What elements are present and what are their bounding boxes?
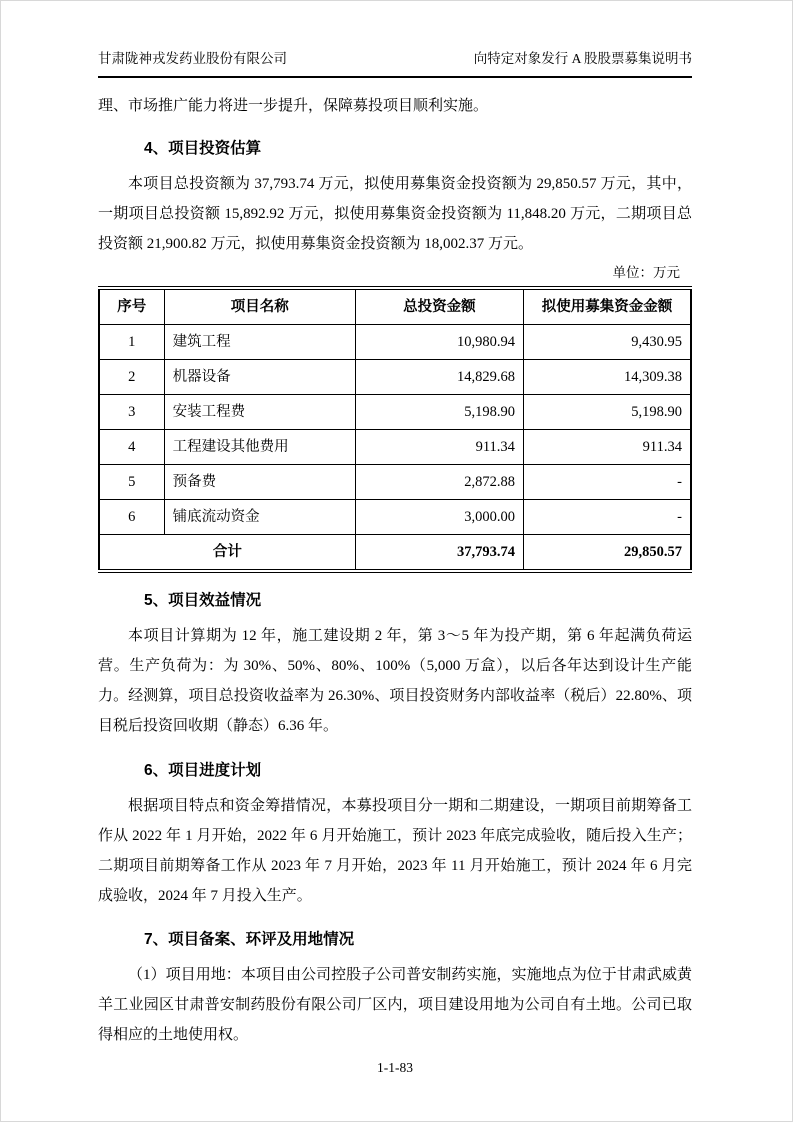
running-head [98,49,692,78]
row-name: 安装工程费 [164,395,355,430]
row-total: 3,000.00 [355,500,523,535]
table-row [99,430,691,465]
section-4-paragraph: 本项目总投资额为 37,793.74 万元，拟使用募集资金投资额为 29,850.57 万元，其中，一期项目总投资额 15,892.92 万元，拟使用募集资金投资额为 11,848.20 万元，二期项目总投资额 21,900.82 万元，拟使用募集资金投资额为 18,002.37 万元。 [98,176,692,252]
table-row [99,360,691,395]
investment-estimate-table [98,286,692,573]
page-number: 1-1-83 [377,1060,413,1075]
row-raised: 14,309.38 [523,360,691,395]
row-raised: - [523,500,691,535]
row-no: 3 [99,395,164,430]
row-raised: 911.34 [523,430,691,465]
section-5-heading: 5、项目效益情况 [144,592,262,609]
row-no: 5 [99,465,164,500]
row-raised: 9,430.95 [523,325,691,360]
col-header-raised: 拟使用募集资金金额 [523,288,691,325]
row-total: 5,198.90 [355,395,523,430]
header-doc-title: 向特定对象发行 A 股股票募集说明书 [473,51,692,66]
row-total: 2,872.88 [355,465,523,500]
table-header-row [99,288,691,325]
row-name: 铺底流动资金 [164,500,355,535]
row-no: 6 [99,500,164,535]
table-row [99,325,691,360]
col-header-no: 序号 [99,288,164,325]
total-raised: 29,850.57 [523,535,691,572]
header-company-name: 甘肃陇神戎发药业股份有限公司 [98,51,287,66]
continuation-paragraph: 理、市场推广能力将进一步提升，保障募投项目顺利实施。 [98,98,489,114]
row-total: 14,829.68 [355,360,523,395]
row-no: 2 [99,360,164,395]
table-row [99,395,691,430]
row-no: 1 [99,325,164,360]
section-7-heading: 7、项目备案、环评及用地情况 [144,931,355,948]
table-row [99,465,691,500]
table-row [99,500,691,535]
row-name: 工程建设其他费用 [164,430,355,465]
row-total: 911.34 [355,430,523,465]
total-label: 合计 [99,535,355,572]
row-total: 10,980.94 [355,325,523,360]
row-raised: - [523,465,691,500]
row-name: 预备费 [164,465,355,500]
section-6-heading: 6、项目进度计划 [144,762,262,779]
section-7-paragraph: （1）项目用地：本项目由公司控股子公司普安制药实施，实施地点为位于甘肃武威黄羊工业园区甘肃普安制药股份有限公司厂区内，项目建设用地为公司自有土地。公司已取得相应的土地使用权。 [98,967,692,1043]
section-6-paragraph: 根据项目特点和资金筹措情况，本募投项目分一期和二期建设，一期项目前期筹备工作从 2022 年 1 月开始，2022 年 6 月开始施工，预计 2023 年底完成验收，随后投入生产；二期项目前期筹备工作从 2023 年 7 月开始，2023 年 11 月开始施工，预计 2024 年 6 月完成验收，2024 年 7 月投入生产。 [98,798,692,904]
col-header-name: 项目名称 [164,288,355,325]
section-5-paragraph: 本项目计算期为 12 年，施工建设期 2 年，第 3～5 年为投产期，第 6 年起满负荷运营。生产负荷为：为 30%、50%、80%、100%（5,000 万盒），以后各年达到设计生产能力。经测算，项目总投资收益率为 26.30%、项目投资财务内部收益率（税后）22.80%、项目税后投资回收期（静态）6.36 年。 [98,628,692,734]
col-header-total: 总投资金额 [355,288,523,325]
row-name: 机器设备 [164,360,355,395]
row-raised: 5,198.90 [523,395,691,430]
section-4-heading: 4、项目投资估算 [144,140,262,157]
table-unit-label: 单位：万元 [612,265,680,280]
row-name: 建筑工程 [164,325,355,360]
table-total-row [99,535,691,572]
total-investment: 37,793.74 [355,535,523,572]
row-no: 4 [99,430,164,465]
